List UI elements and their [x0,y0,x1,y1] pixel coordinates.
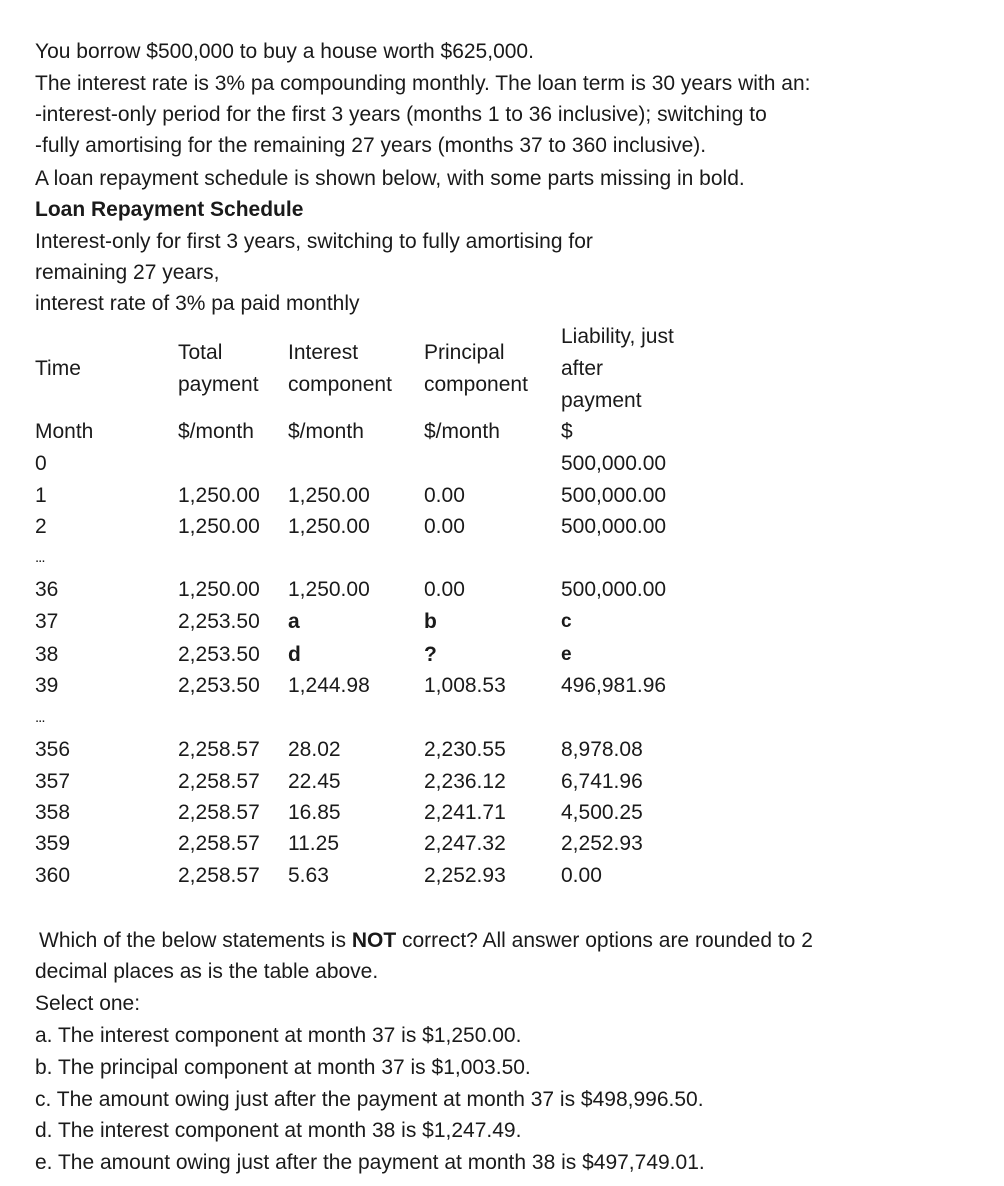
cell-liability: 0.00 [561,864,602,887]
schedule-subtitle-2: remaining 27 years, [35,261,220,284]
unit-liability: $ [561,420,573,443]
cell-month: 1 [35,484,47,507]
unit-total: $/month [178,420,254,443]
cell-month: 39 [35,674,59,697]
cell-total: 2,258.57 [178,770,260,793]
cell-interest-missing-a: a [288,610,300,633]
cell-principal: 2,247.32 [424,832,506,855]
cell-month: 356 [35,738,71,761]
cell-principal: 2,241.71 [424,801,506,824]
answer-option-a[interactable]: a. The interest component at month 37 is $1,250.00. [35,1024,522,1047]
cell-interest: 1,250.00 [288,578,370,601]
cell-liability: 500,000.00 [561,452,667,475]
schedule-subtitle-3: interest rate of 3% pa paid monthly [35,292,360,315]
cell-total: 1,250.00 [178,578,260,601]
cell-principal: 0.00 [424,484,465,507]
cell-month: 36 [35,578,59,601]
cell-interest: 5.63 [288,864,329,887]
unit-principal: $/month [424,420,500,443]
cell-interest: 11.25 [288,832,339,855]
cell-month: 360 [35,864,71,887]
intro-line-3: -interest-only period for the first 3 years (months 1 to 36 inclusive); switching to [35,103,767,126]
cell-month: 38 [35,643,59,666]
cell-total: 2,253.50 [178,674,260,697]
answer-option-c[interactable]: c. The amount owing just after the payment at month 37 is $498,996.50. [35,1088,704,1111]
header-interest-2: component [288,373,392,396]
cell-total: 2,253.50 [178,610,260,633]
cell-month: 0 [35,452,47,475]
intro-line-4: -fully amortising for the remaining 27 years (months 37 to 360 inclusive). [35,134,707,157]
intro-line-5: A loan repayment schedule is shown below, with some parts missing in bold. [35,167,745,190]
cell-liability: 4,500.25 [561,801,643,824]
question-line-2: decimal places as is the table above. [35,960,379,983]
cell-month: 2 [35,515,47,538]
intro-line-2: The interest rate is 3% pa compounding monthly. The loan term is 30 years with an: [35,72,811,95]
schedule-title: Loan Repayment Schedule [35,198,304,221]
answer-option-e[interactable]: e. The amount owing just after the payment at month 38 is $497,749.01. [35,1151,705,1174]
header-liability-3: payment [561,389,642,412]
cell-total: 2,258.57 [178,864,260,887]
cell-liability-missing-c: c [561,611,572,632]
question-post: correct? All answer options are rounded to 2 [396,929,813,952]
intro-line-1: You borrow $500,000 to buy a house worth $625,000. [35,40,534,63]
cell-month: 358 [35,801,71,824]
cell-liability: 6,741.96 [561,770,643,793]
header-total-2: payment [178,373,259,396]
cell-principal: 2,230.55 [424,738,506,761]
cell-total: 2,258.57 [178,801,260,824]
cell-liability-missing-e: e [561,644,572,665]
question-emph: NOT [351,929,397,952]
cell-interest-missing-d: d [288,643,301,666]
cell-month: 357 [35,770,71,793]
cell-principal-missing-b: b [424,610,437,633]
cell-interest: 1,250.00 [288,484,370,507]
cell-liability: 500,000.00 [561,484,667,507]
header-liability-1: Liability, just [561,325,674,348]
cell-principal: 0.00 [424,515,465,538]
cell-month: 37 [35,610,59,633]
header-interest-1: Interest [288,341,359,364]
question-prompt [39,926,813,956]
answer-option-b[interactable]: b. The principal component at month 37 is $1,003.50. [35,1056,531,1079]
cell-principal: 0.00 [424,578,465,601]
cell-total: 2,253.50 [178,643,260,666]
cell-interest: 1,250.00 [288,515,370,538]
cell-total: 2,258.57 [178,832,260,855]
header-liability-2: after [561,357,604,380]
schedule-subtitle-1: Interest-only for first 3 years, switching to fully amortising for [35,230,593,253]
cell-liability: 500,000.00 [561,515,667,538]
cell-principal: 1,008.53 [424,674,506,697]
cell-liability: 500,000.00 [561,578,667,601]
unit-interest: $/month [288,420,364,443]
cell-interest: 22.45 [288,770,341,793]
unit-time: Month [35,420,94,443]
cell-month: ... [35,709,45,726]
cell-liability: 2,252.93 [561,832,643,855]
cell-interest: 1,244.98 [288,674,370,697]
cell-month: 359 [35,832,71,855]
cell-principal: 2,252.93 [424,864,506,887]
cell-total: 1,250.00 [178,484,260,507]
cell-principal: 2,236.12 [424,770,506,793]
cell-liability: 496,981.96 [561,674,667,697]
header-time: Time [35,357,81,380]
cell-interest: 28.02 [288,738,341,761]
header-total-1: Total [178,341,223,364]
select-one-label: Select one: [35,992,141,1015]
cell-liability: 8,978.08 [561,738,643,761]
header-principal-2: component [424,373,528,396]
cell-interest: 16.85 [288,801,341,824]
cell-total: 2,258.57 [178,738,260,761]
cell-month: ... [35,549,45,566]
question-pre: Which of the below statements is [39,929,352,952]
cell-principal-missing: ? [424,643,437,666]
cell-total: 1,250.00 [178,515,260,538]
header-principal-1: Principal [424,341,505,364]
answer-option-d[interactable]: d. The interest component at month 38 is $1,247.49. [35,1119,522,1142]
